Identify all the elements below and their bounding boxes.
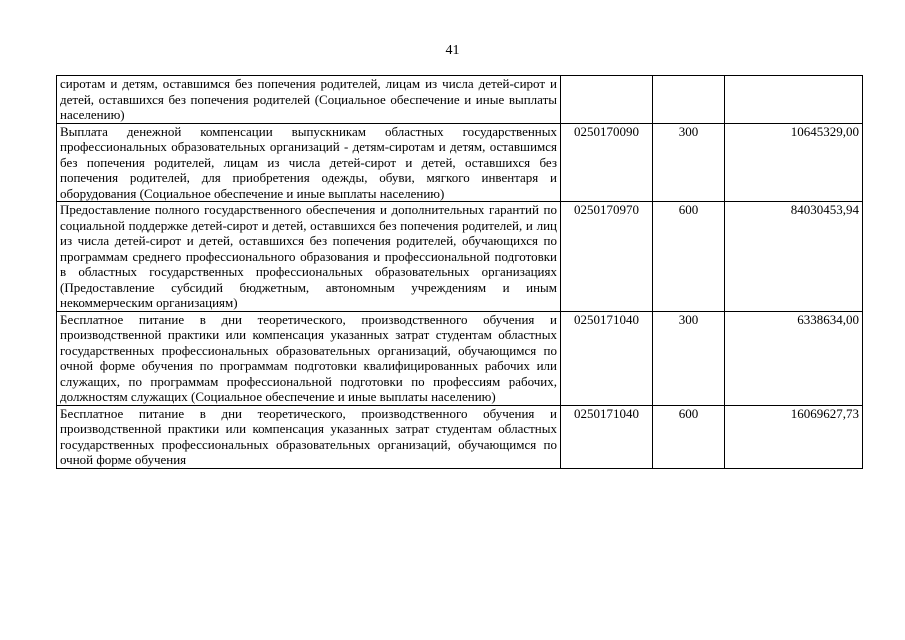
row-expense-type: 600 xyxy=(653,405,725,468)
table-row xyxy=(57,123,863,202)
row-description: Выплата денежной компенсации выпускникам областных государственных профессиональных образовательных организаций - детям-сиротам и детям, оставшимся без попечения родителей, лицам из числа детей-сирот и детей, оставшихся без попечения родителей, для приобретения одежды, обуви, мягкого инвентаря и оборудования (Социальное обеспечение и иные выплаты населению) xyxy=(57,123,561,202)
row-description: Предоставление полного государственного обеспечения и дополнительных гарантий по социальной поддержке детей-сирот и детей, оставшихся без попечения родителей, и лиц из числа детей-сирот и детей, оставшихся без попечения родителей, обучающихся по программам среднего профессионального образования и профессиональной подготовки в областных государственных профессиональных образовательных организациях (Предоставление субсидий бюджетным, автономным учреждениям и иным некоммерческим организациям) xyxy=(57,202,561,312)
row-description: сиротам и детям, оставшимся без попечения родителей, лицам из числа детей-сирот и детей, оставшихся без попечения родителей (Социальное обеспечение и иные выплаты населению) xyxy=(57,76,561,124)
row-description: Бесплатное питание в дни теоретического, производственного обучения и производственной практики или компенсация указанных затрат студентам областных государственных профессиональных образовательных организаций, обучающимся по очной форме обучения xyxy=(57,405,561,468)
table-row xyxy=(57,202,863,312)
table-row xyxy=(57,76,863,124)
row-expense-type xyxy=(653,76,725,124)
row-amount: 16069627,73 xyxy=(725,405,863,468)
row-expense-type: 300 xyxy=(653,123,725,202)
row-code: 0250171040 xyxy=(561,405,653,468)
row-expense-type: 600 xyxy=(653,202,725,312)
row-amount: 10645329,00 xyxy=(725,123,863,202)
table-row xyxy=(57,311,863,405)
row-code: 0250171040 xyxy=(561,311,653,405)
row-code: 0250170970 xyxy=(561,202,653,312)
row-description: Бесплатное питание в дни теоретического, производственного обучения и производственной практики или компенсация указанных затрат студентам областных государственных профессиональных образовательных организаций, обучающимся по очной форме обучения по программам подготовки квалифицированных рабочих или служащих, по программам профессиональной подготовки по профессиям рабочих, должностям служащих (Социальное обеспечение и иные выплаты населению) xyxy=(57,311,561,405)
budget-table xyxy=(56,75,863,469)
row-amount: 6338634,00 xyxy=(725,311,863,405)
table-row xyxy=(57,405,863,468)
page-number: 41 xyxy=(445,43,460,58)
row-code xyxy=(561,76,653,124)
row-expense-type: 300 xyxy=(653,311,725,405)
row-code: 0250170090 xyxy=(561,123,653,202)
row-amount: 84030453,94 xyxy=(725,202,863,312)
row-amount xyxy=(725,76,863,124)
